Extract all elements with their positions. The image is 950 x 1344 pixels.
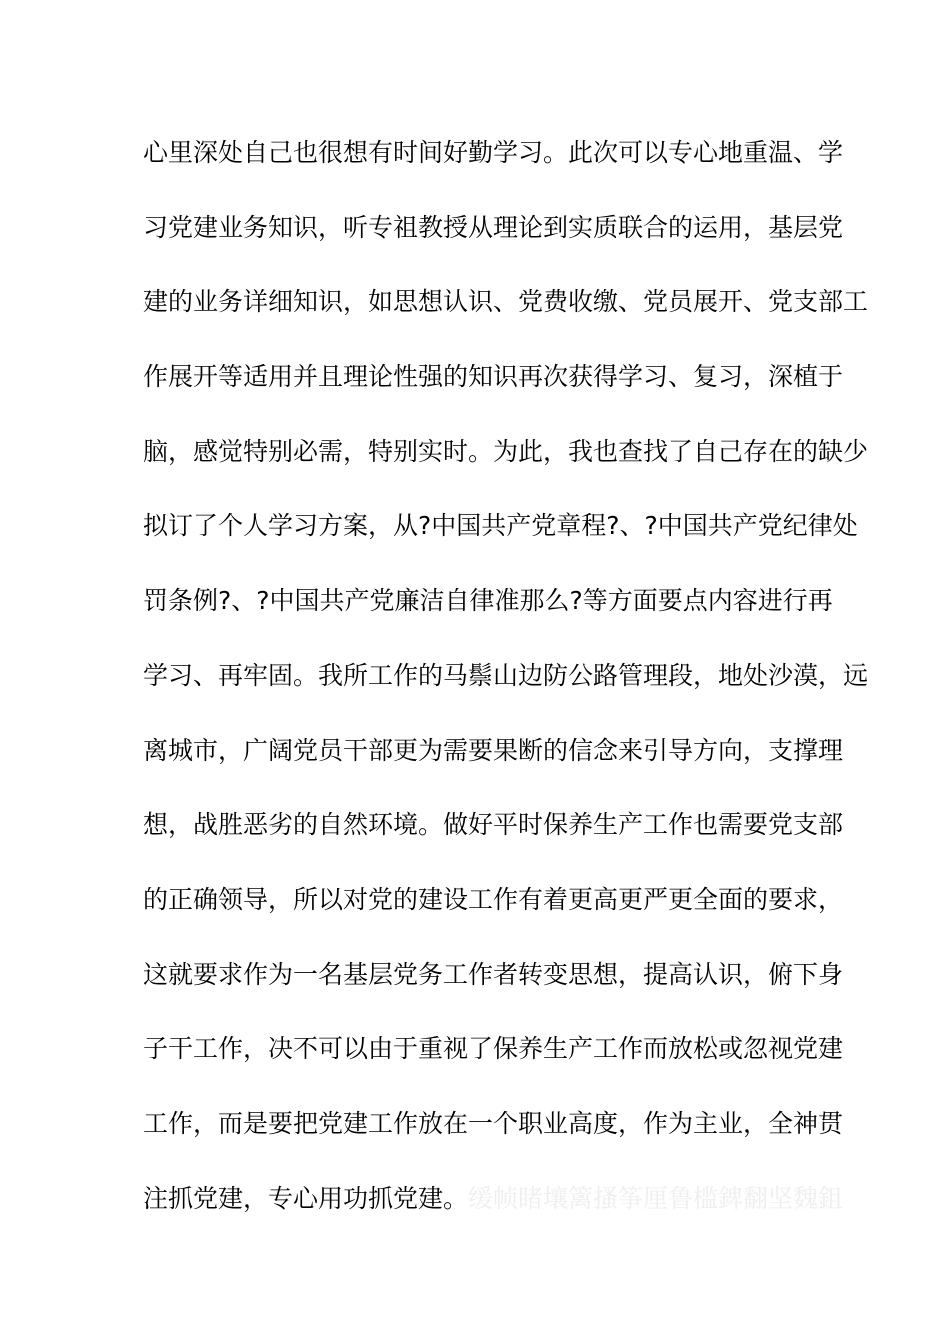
text-line-10: 想，战胜恶劣的自然环境。做好平时保养生产工作也需要党支部 xyxy=(143,810,844,840)
body-text xyxy=(143,131,869,1251)
text-line-9: 离城市，广阔党员干部更为需要果断的信念来引导方向，支撑理 xyxy=(143,735,844,765)
text-line-2: 习党建业务知识，听专祖教授从理论到实质联合的运用，基层党 xyxy=(143,212,844,242)
faint-watermark-text: 缓帧睹壤篱搔筝厘鲁槛錍翻坚魏鉏 xyxy=(468,1183,844,1213)
text-line-8: 学习、再牢固。我所工作的马鬃山边防公路管理段，地处沙漠，远 xyxy=(143,660,869,690)
text-line-6: 拟订了个人学习方案，从?中国共产党章程?、?中国共产党纪律处 xyxy=(143,511,858,541)
text-line-3: 建的业务详细知识，如思想认识、党费收缴、党员展开、党支部工 xyxy=(143,287,869,317)
text-line-14: 工作，而是要把党建工作放在一个职业高度，作为主业，全神贯 xyxy=(143,1108,844,1138)
text-line-4: 作展开等适用并且理论性强的知识再次获得学习、复习，深植于 xyxy=(143,362,844,392)
last-line-text: 注抓党建，专心用功抓党建。 xyxy=(143,1183,469,1213)
text-line-11: 的正确领导，所以对党的建设工作有着更高更严更全面的要求， xyxy=(143,884,844,914)
text-line-7: 罚条例?、?中国共产党廉洁自律准那么?等方面要点内容进行再 xyxy=(143,586,833,616)
text-line-1: 心里深处自己也很想有时间好勤学习。此次可以专心地重温、学 xyxy=(143,138,844,167)
text-line-5: 脑，感觉特别必需，特别实时。为此，我也查找了自己存在的缺少 xyxy=(143,436,869,466)
text-line-12: 这就要求作为一名基层党务工作者转变思想，提高认识，俯下身 xyxy=(143,959,844,989)
text-line-13: 子干工作，决不可以由于重视了保养生产工作而放松或忽视党建 xyxy=(143,1034,844,1064)
text-line-15 xyxy=(143,1177,844,1252)
